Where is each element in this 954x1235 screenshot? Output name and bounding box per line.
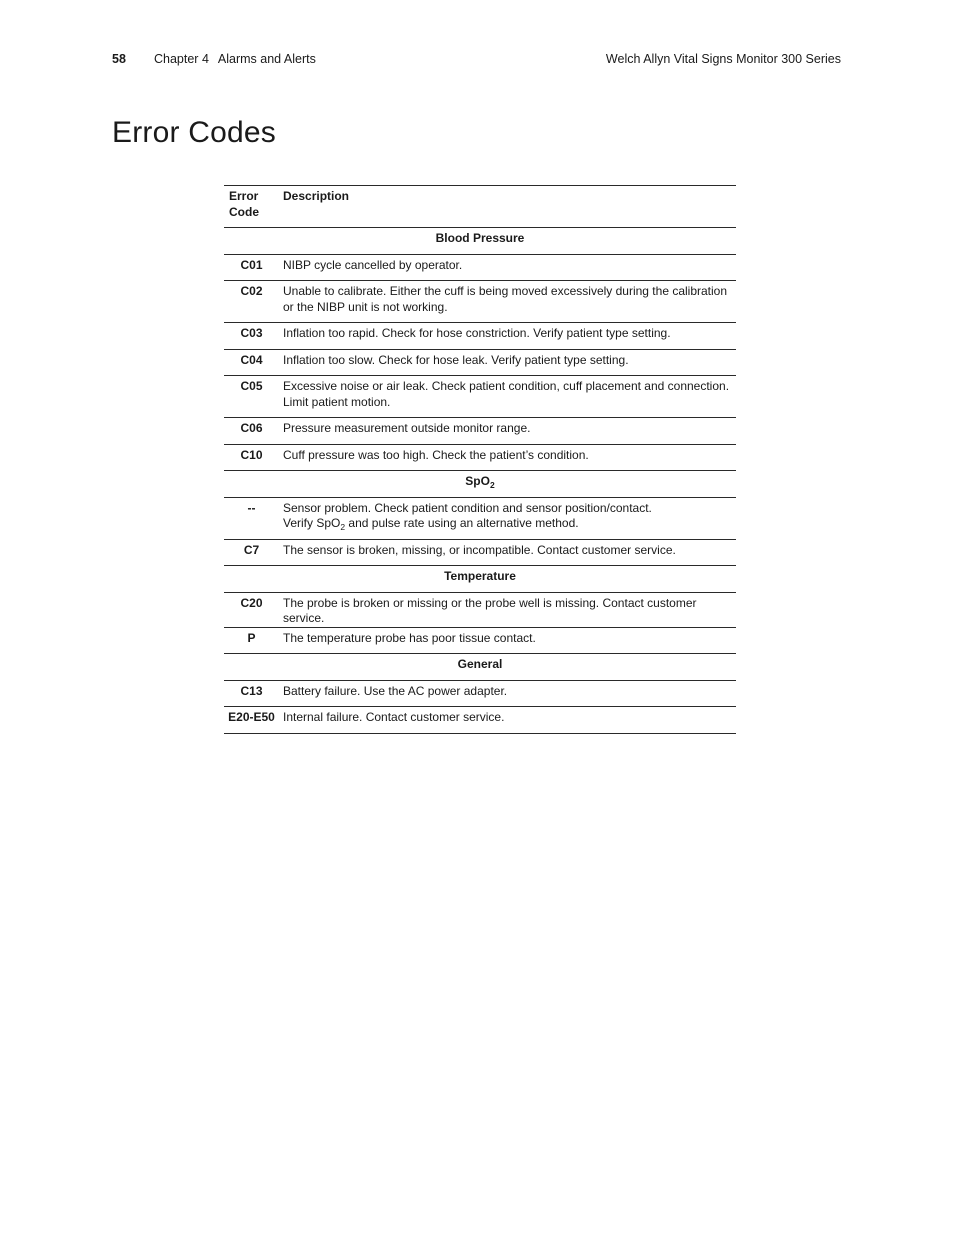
error-description: Cuff pressure was too high. Check the patient’s condition. (279, 444, 736, 471)
error-description (279, 497, 736, 539)
table-row (224, 707, 736, 734)
error-code: C04 (224, 349, 279, 376)
section-title-main: SpO (465, 474, 490, 488)
table-row (224, 680, 736, 707)
error-description-line2-post: and pulse rate using an alternative method. (345, 516, 579, 530)
column-header-error-code (224, 186, 279, 228)
table-row (224, 254, 736, 281)
table-header-row (224, 186, 736, 228)
error-description: Inflation too rapid. Check for hose constriction. Verify patient type setting. (279, 323, 736, 350)
table-row (224, 627, 736, 654)
column-header-error-code-line1: Error (229, 189, 259, 203)
error-code: C06 (224, 418, 279, 445)
chapter-heading (154, 52, 316, 66)
section-title (224, 471, 736, 498)
table-row (224, 323, 736, 350)
error-description: The sensor is broken, missing, or incompatible. Contact customer service. (279, 539, 736, 566)
page-title: Error Codes (112, 116, 276, 149)
table-row (224, 418, 736, 445)
page-number: 58 (112, 52, 126, 66)
section-row-spo2 (224, 471, 736, 498)
table-row (224, 376, 736, 418)
error-code: C03 (224, 323, 279, 350)
error-description: The temperature probe has poor tissue contact. (279, 627, 736, 654)
table-row (224, 444, 736, 471)
section-title: General (224, 654, 736, 681)
section-title-subscript: 2 (489, 480, 495, 490)
error-description-line2-pre: Verify SpO (283, 516, 341, 530)
error-description: The probe is broken or missing or the probe well is missing. Contact customer service. (279, 592, 736, 627)
error-code: C13 (224, 680, 279, 707)
document-title: Welch Allyn Vital Signs Monitor 300 Series (605, 52, 841, 66)
error-description-line1: Sensor problem. Check patient condition and sensor position/contact. (283, 500, 652, 515)
section-title: Blood Pressure (224, 228, 736, 255)
error-code: C02 (224, 281, 279, 323)
error-code: E20-E50 (224, 707, 279, 734)
section-row-blood-pressure (224, 228, 736, 255)
error-description-subscript: 2 (340, 522, 346, 532)
section-row-temperature (224, 566, 736, 593)
column-header-description: Description (279, 186, 736, 228)
error-description: Battery failure. Use the AC power adapter. (279, 680, 736, 707)
error-description: Internal failure. Contact customer service. (279, 707, 736, 734)
chapter-title: Alarms and Alerts (217, 52, 316, 66)
table-row (224, 539, 736, 566)
table-row (224, 592, 736, 627)
section-row-general (224, 654, 736, 681)
error-code: C20 (224, 592, 279, 627)
error-description: Excessive noise or air leak. Check patient condition, cuff placement and connection. Limit patient motion. (279, 376, 736, 418)
table-row (224, 281, 736, 323)
error-code: C7 (224, 539, 279, 566)
chapter-label: Chapter 4 (154, 52, 209, 66)
section-title: Temperature (224, 566, 736, 593)
error-code: P (224, 627, 279, 654)
error-code: -- (224, 497, 279, 539)
error-description: Unable to calibrate. Either the cuff is being moved excessively during the calibration or the NIBP unit is not working. (279, 281, 736, 323)
column-header-error-code-line2: Code (229, 204, 259, 219)
table-row (224, 497, 736, 539)
error-description: NIBP cycle cancelled by operator. (279, 254, 736, 281)
error-code: C05 (224, 376, 279, 418)
error-codes-table (224, 185, 736, 734)
error-code: C10 (224, 444, 279, 471)
error-code: C01 (224, 254, 279, 281)
error-description: Pressure measurement outside monitor range. (279, 418, 736, 445)
error-description: Inflation too slow. Check for hose leak. Verify patient type setting. (279, 349, 736, 376)
table-row (224, 349, 736, 376)
